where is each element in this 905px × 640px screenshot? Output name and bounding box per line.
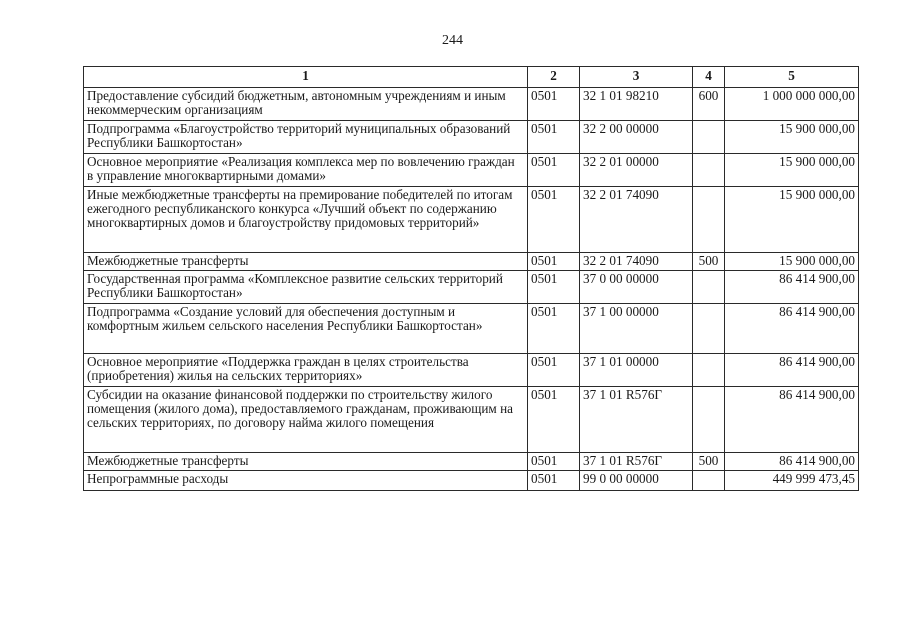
row-type <box>693 387 725 453</box>
row-code: 32 2 01 74090 <box>580 187 693 253</box>
row-code: 37 1 00 00000 <box>580 304 693 354</box>
row-name: Межбюджетные трансферты <box>84 453 528 471</box>
header-row <box>84 67 859 88</box>
row-section: 0501 <box>528 271 580 304</box>
row-section: 0501 <box>528 304 580 354</box>
table-row <box>84 88 859 121</box>
row-type <box>693 354 725 387</box>
table-row <box>84 154 859 187</box>
row-amount: 15 900 000,00 <box>725 253 859 271</box>
row-section: 0501 <box>528 387 580 453</box>
row-amount: 15 900 000,00 <box>725 154 859 187</box>
row-code: 32 1 01 98210 <box>580 88 693 121</box>
table-row <box>84 304 859 354</box>
row-name: Непрограммные расходы <box>84 471 528 491</box>
table-row <box>84 471 859 491</box>
row-code: 37 1 01 00000 <box>580 354 693 387</box>
page-number: 244 <box>442 33 463 48</box>
row-name: Субсидии на оказание финансовой поддержки по строительству жилого помещения (жилого дома), предоставляемого гражданам, проживающим на сельских территориях, по договору найма жилого помещения <box>84 387 528 453</box>
row-code: 37 0 00 00000 <box>580 271 693 304</box>
row-section: 0501 <box>528 88 580 121</box>
table-row <box>84 253 859 271</box>
table-row <box>84 121 859 154</box>
table-row <box>84 271 859 304</box>
row-type <box>693 154 725 187</box>
header-col-2: 2 <box>528 67 580 88</box>
header-col-4: 4 <box>693 67 725 88</box>
row-code: 99 0 00 00000 <box>580 471 693 491</box>
row-name: Основное мероприятие «Реализация комплекса мер по вовлечению граждан в управление многоквартирными домами» <box>84 154 528 187</box>
row-amount: 1 000 000 000,00 <box>725 88 859 121</box>
row-section: 0501 <box>528 187 580 253</box>
row-code: 32 2 00 00000 <box>580 121 693 154</box>
row-type: 600 <box>693 88 725 121</box>
row-amount: 86 414 900,00 <box>725 271 859 304</box>
row-type <box>693 187 725 253</box>
row-type <box>693 121 725 154</box>
row-section: 0501 <box>528 253 580 271</box>
row-type <box>693 304 725 354</box>
row-amount: 449 999 473,45 <box>725 471 859 491</box>
table-header <box>84 67 859 88</box>
table-body <box>84 88 859 491</box>
row-type <box>693 271 725 304</box>
row-name: Основное мероприятие «Поддержка граждан в целях строительства (приобретения) жилья на сельских территориях» <box>84 354 528 387</box>
row-name: Подпрограмма «Создание условий для обеспечения доступным и комфортным жильем сельского населения Республики Башкортостан» <box>84 304 528 354</box>
row-amount: 86 414 900,00 <box>725 453 859 471</box>
row-code: 32 2 01 00000 <box>580 154 693 187</box>
row-code: 37 1 01 R576Г <box>580 453 693 471</box>
row-name: Иные межбюджетные трансферты на премирование победителей по итогам ежегодного республиканского конкурса «Лучший объект по содержанию многоквартирных домов и благоустройству придомовых территорий» <box>84 187 528 253</box>
row-type: 500 <box>693 453 725 471</box>
row-section: 0501 <box>528 154 580 187</box>
header-col-3: 3 <box>580 67 693 88</box>
row-name: Межбюджетные трансферты <box>84 253 528 271</box>
row-name: Государственная программа «Комплексное развитие сельских территорий Республики Башкортостан» <box>84 271 528 304</box>
row-code: 32 2 01 74090 <box>580 253 693 271</box>
row-name: Предоставление субсидий бюджетным, автономным учреждениям и иным некоммерческим организациям <box>84 88 528 121</box>
table-row <box>84 387 859 453</box>
budget-table <box>83 66 859 491</box>
row-section: 0501 <box>528 121 580 154</box>
row-section: 0501 <box>528 471 580 491</box>
row-amount: 86 414 900,00 <box>725 387 859 453</box>
row-section: 0501 <box>528 453 580 471</box>
row-section: 0501 <box>528 354 580 387</box>
row-type <box>693 471 725 491</box>
row-type: 500 <box>693 253 725 271</box>
table-row <box>84 187 859 253</box>
row-name: Подпрограмма «Благоустройство территорий муниципальных образований Республики Башкортостан» <box>84 121 528 154</box>
row-amount: 15 900 000,00 <box>725 121 859 154</box>
table-row <box>84 354 859 387</box>
table-row <box>84 453 859 471</box>
row-code: 37 1 01 R576Г <box>580 387 693 453</box>
header-col-1: 1 <box>84 67 528 88</box>
row-amount: 86 414 900,00 <box>725 304 859 354</box>
header-col-5: 5 <box>725 67 859 88</box>
row-amount: 86 414 900,00 <box>725 354 859 387</box>
row-amount: 15 900 000,00 <box>725 187 859 253</box>
